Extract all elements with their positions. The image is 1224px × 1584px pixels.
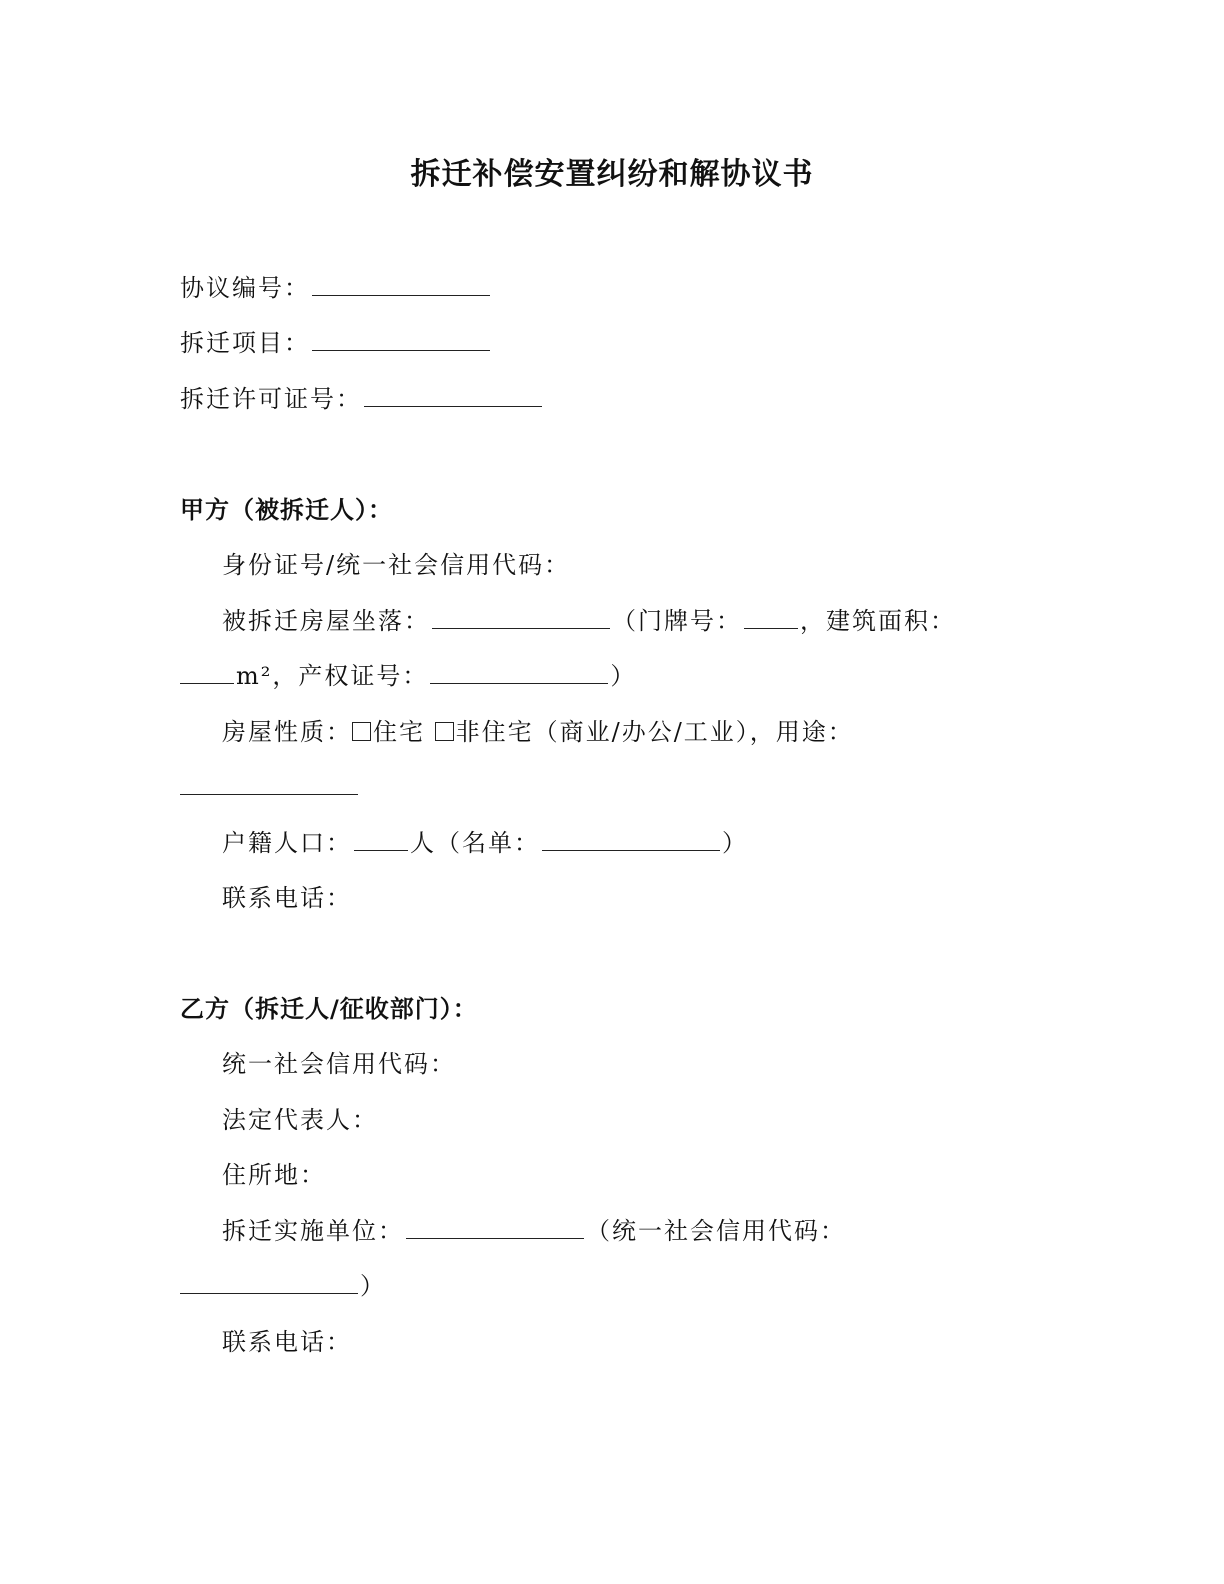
- party-a-phone-label: 联系电话：: [222, 884, 352, 912]
- usage-blank[interactable]: [180, 768, 358, 795]
- house-nature-label: 房屋性质：: [222, 718, 352, 746]
- implementer-code-blank[interactable]: [180, 1267, 358, 1294]
- party-a-area-row: [180, 656, 636, 696]
- party-a-phone-row: [222, 878, 352, 918]
- house-no-blank[interactable]: [744, 602, 798, 629]
- party-a-id-row: [222, 545, 570, 585]
- party-b-phone-row: [222, 1322, 352, 1362]
- location-label: 被拆迁房屋坐落：: [222, 607, 430, 635]
- party-a-heading: 甲方（被拆迁人）：: [180, 496, 393, 524]
- party-b-heading: 乙方（拆迁人/征收部门）：: [180, 995, 478, 1023]
- address-label: 住所地：: [222, 1161, 326, 1189]
- usage-blank-row: [180, 767, 360, 807]
- implementer-close-paren: ）: [360, 1272, 386, 1300]
- agreement-no-row: [180, 268, 492, 308]
- implementer-blank[interactable]: [406, 1212, 584, 1239]
- household-list-blank[interactable]: [542, 824, 720, 851]
- legal-rep-label: 法定代表人：: [222, 1106, 378, 1134]
- permit-no-label: 拆迁许可证号：: [180, 385, 362, 413]
- agreement-no-label: 协议编号：: [180, 274, 310, 302]
- household-row: [222, 823, 748, 863]
- household-unit-label: 人（名单：: [410, 829, 540, 857]
- permit-no-blank[interactable]: [364, 380, 542, 407]
- project-blank[interactable]: [312, 324, 490, 351]
- household-count-blank[interactable]: [354, 824, 408, 851]
- residential-option-label: 住宅: [373, 718, 425, 746]
- implementer-code-row: [180, 1266, 386, 1306]
- agreement-no-blank[interactable]: [312, 269, 490, 296]
- party-b-credit-label: 统一社会信用代码：: [222, 1050, 456, 1078]
- area-label: ，建筑面积：: [800, 607, 956, 635]
- nonresidential-option-label: 非住宅（商业/办公/工业），用途：: [455, 718, 854, 746]
- property-cert-blank[interactable]: [430, 657, 608, 684]
- permit-no-row: [180, 379, 544, 419]
- implementer-code-label: （统一社会信用代码：: [586, 1217, 846, 1245]
- location-close-paren: ）: [610, 662, 637, 690]
- project-label: 拆迁项目：: [180, 329, 310, 357]
- residential-checkbox[interactable]: [352, 722, 371, 741]
- document-title: 拆迁补偿安置纠纷和解协议书: [410, 157, 814, 192]
- household-label: 户籍人口：: [222, 829, 352, 857]
- house-no-label: （门牌号：: [612, 607, 742, 635]
- party-a-id-label: 身份证号/统一社会信用代码：: [222, 551, 571, 579]
- implementer-row: [222, 1211, 846, 1251]
- implementer-label: 拆迁实施单位：: [222, 1217, 404, 1245]
- nonresidential-checkbox[interactable]: [435, 722, 454, 741]
- area-unit-label: m²，产权证号：: [236, 662, 429, 690]
- party-b-phone-label: 联系电话：: [222, 1328, 352, 1356]
- legal-rep-row: [222, 1100, 378, 1140]
- party-b-credit-row: [222, 1044, 456, 1084]
- location-blank[interactable]: [432, 602, 610, 629]
- project-row: [180, 323, 492, 363]
- party-a-location-row: [222, 601, 956, 641]
- address-row: [222, 1155, 326, 1195]
- household-close-paren: ）: [722, 829, 748, 857]
- house-nature-row: [222, 712, 854, 752]
- area-blank[interactable]: [180, 657, 234, 684]
